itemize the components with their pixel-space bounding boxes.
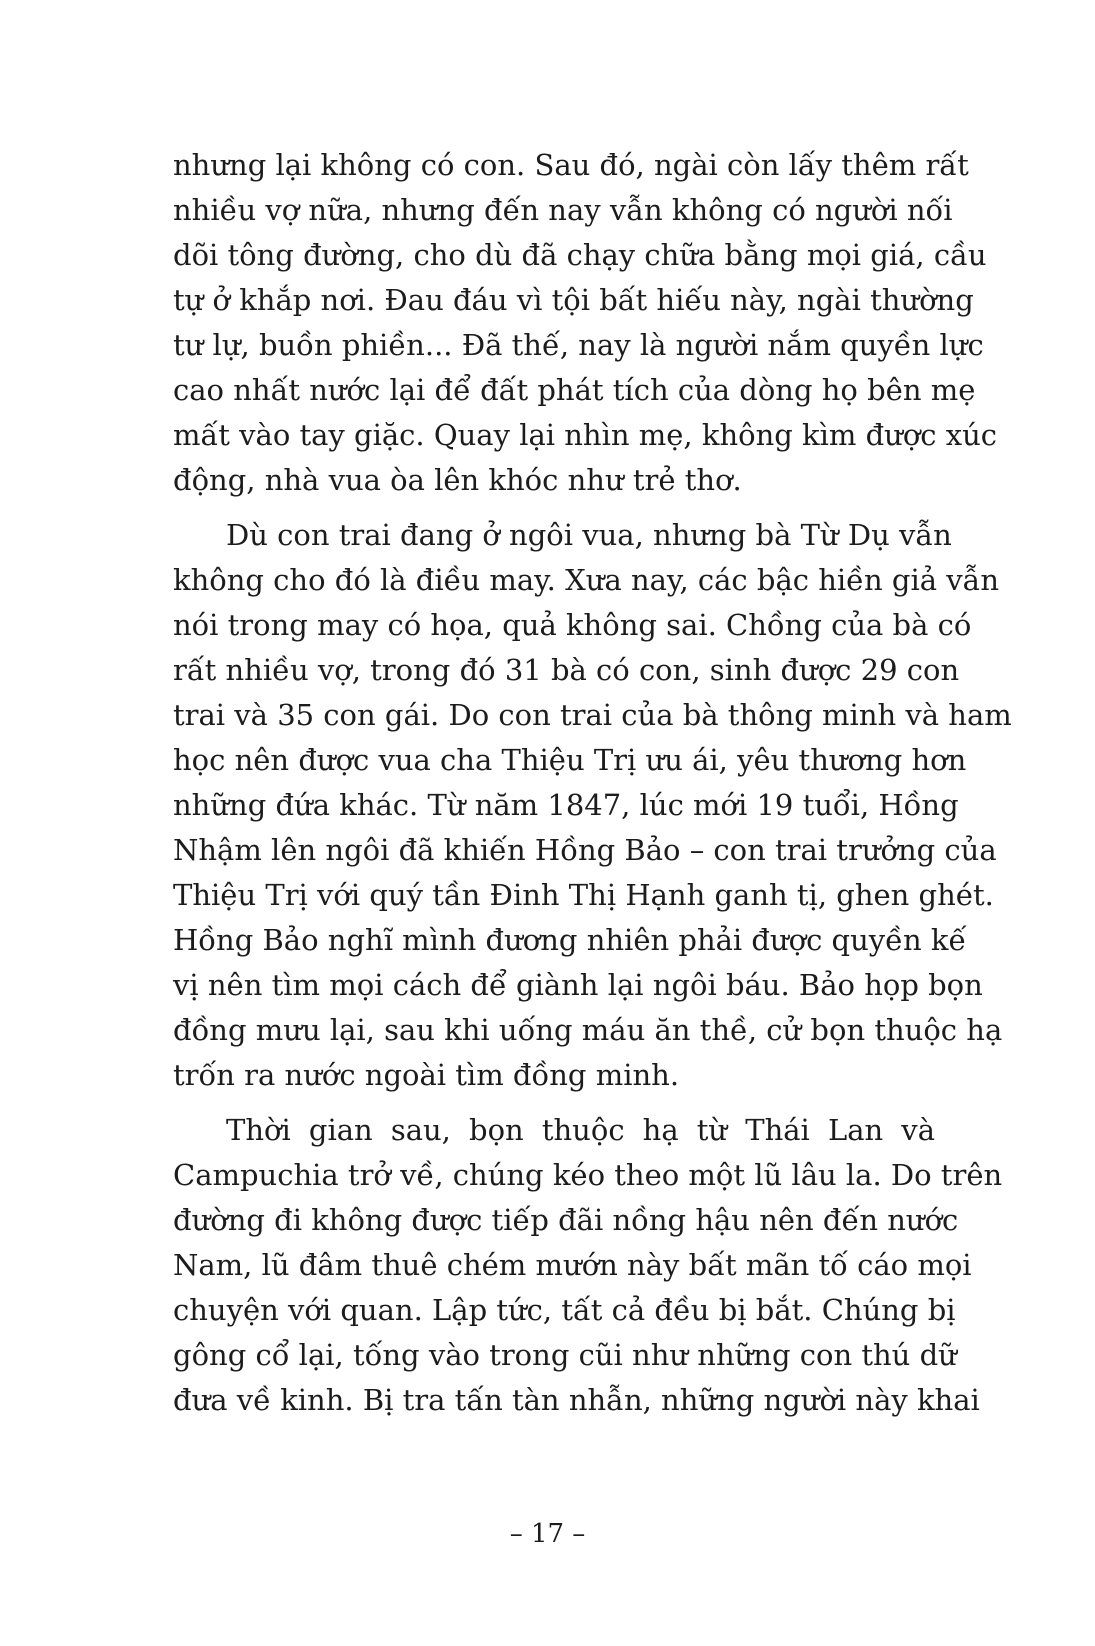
text-line: Nam, lũ đâm thuê chém mướn này bất mãn tố cáo mọi [173,1248,972,1282]
text-line: động, nhà vua òa lên khóc như trẻ thơ. [173,463,742,497]
text-line: Hồng Bảo nghĩ mình đương nhiên phải được quyền kế [173,923,967,957]
text-line: Campuchia trở về, chúng kéo theo một lũ lâu la. Do trên [173,1158,1003,1192]
text-line: nhưng lại không có con. Sau đó, ngài còn lấy thêm rất [173,148,969,182]
text-line: gông cổ lại, tống vào trong cũi như những con thú dữ [173,1338,957,1372]
text-line: tư lự, buồn phiền... Đã thế, nay là người nắm quyền lực [173,328,984,362]
page-number: – 17 – [509,1519,586,1549]
text-line: Thời gian sau, bọn thuộc hạ từ Thái Lan và [226,1113,935,1147]
paragraph-1 [173,143,998,503]
text-line: dõi tông đường, cho dù đã chạy chữa bằng mọi giá, cầu [173,238,987,272]
text-line: vị nên tìm mọi cách để giành lại ngôi báu. Bảo họp bọn [173,968,983,1002]
text-line: Thiệu Trị với quý tần Đinh Thị Hạnh ganh tị, ghen ghét. [173,878,994,912]
paragraph-3 [173,1108,1003,1423]
paragraph-2 [173,513,1012,1098]
page-body [173,143,1012,1423]
text-line: Dù con trai đang ở ngôi vua, nhưng bà Từ Dụ vẫn [226,518,952,552]
text-line: chuyện với quan. Lập tức, tất cả đều bị bắt. Chúng bị [173,1293,956,1327]
text-line: Nhậm lên ngôi đã khiến Hồng Bảo – con trai trưởng của [173,833,997,867]
text-line: cao nhất nước lại để đất phát tích của dòng họ bên mẹ [173,373,976,407]
text-line: nhiều vợ nữa, nhưng đến nay vẫn không có người nối [173,193,953,227]
text-line: đồng mưu lại, sau khi uống máu ăn thề, cử bọn thuộc hạ [173,1013,1003,1047]
text-line: học nên được vua cha Thiệu Trị ưu ái, yêu thương hơn [173,743,967,777]
text-line: trai và 35 con gái. Do con trai của bà thông minh và ham [173,698,1012,732]
text-line: tự ở khắp nơi. Đau đáu vì tội bất hiếu này, ngài thường [173,283,974,317]
text-line: rất nhiều vợ, trong đó 31 bà có con, sinh được 29 con [173,653,960,687]
text-line: đường đi không được tiếp đãi nồng hậu nên đến nước [173,1203,959,1237]
text-line: đưa về kinh. Bị tra tấn tàn nhẫn, những người này khai [173,1383,980,1417]
text-line: nói trong may có họa, quả không sai. Chồng của bà có [173,608,972,642]
text-line: trốn ra nước ngoài tìm đồng minh. [173,1058,680,1092]
text-line: mất vào tay giặc. Quay lại nhìn mẹ, không kìm được xúc [173,418,998,452]
text-line: không cho đó là điều may. Xưa nay, các bậc hiền giả vẫn [173,563,1000,597]
text-line: những đứa khác. Từ năm 1847, lúc mới 19 tuổi, Hồng [173,788,959,822]
